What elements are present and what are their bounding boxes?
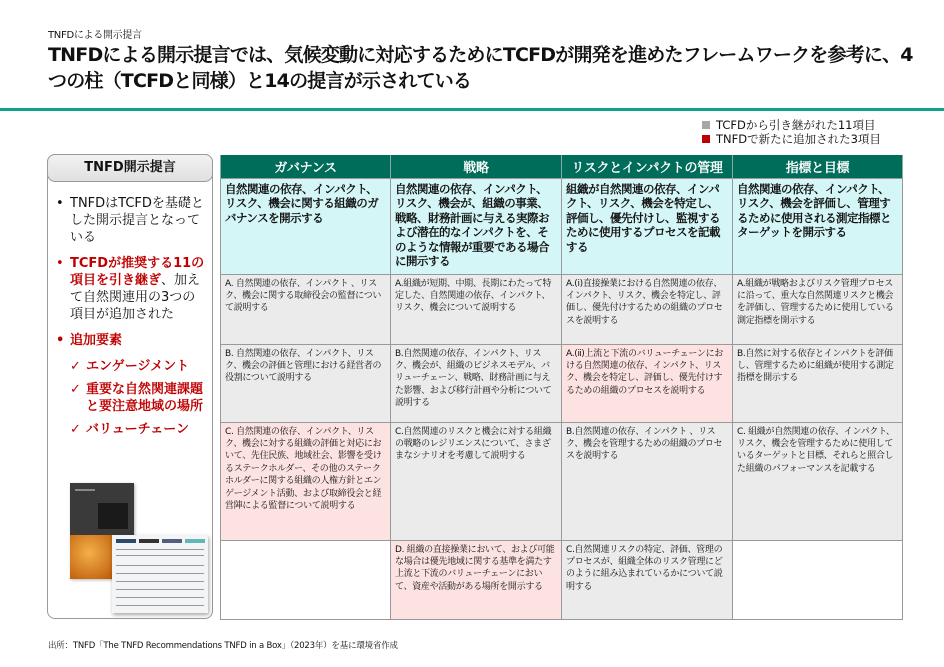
sidebar-panel xyxy=(47,154,213,619)
legend-label: TCFDから引き継がれた11項目 xyxy=(716,118,876,132)
table-row xyxy=(221,422,903,540)
recommendation-cell: A. 自然関連の依存、インパクト 、リスク、機会に関する取締役会の監督について説明する xyxy=(221,274,391,344)
checkmark-icon: ✓ xyxy=(70,422,81,437)
empty-cell xyxy=(733,540,903,619)
checkmark-icon: ✓ xyxy=(70,382,81,397)
recommendation-cell: C.自然関連のリスクと機会に対する組織の戦略のレジリエンスについて、さまざまなシナリオを考慮して説明する xyxy=(391,422,562,540)
check-label: エンゲージメント xyxy=(86,359,190,374)
recommendation-cell: A.組織が短期、中期、長期にわたって特定した、自然関連の依存、インパクト、リスク、機会について説明する xyxy=(391,274,562,344)
recommendation-cell-new: A.(ⅱ)上流と下流のバリューチェーンにおける自然関連の依存、インパクト、リスク、機会を特定し、評価し、優先付けするための組織のプロセスを説明する xyxy=(562,344,733,422)
bullet-inherited-items xyxy=(56,255,208,323)
pillar-summary: 自然関連の依存、インパクト、リスク、機会に関する組織のガバナンスを開示する xyxy=(221,178,391,274)
recommendation-cell: C.自然関連リスクの特定、評価、管理のプロセスが、組織全体のリスク管理にどのように組み込まれているかについて説明する xyxy=(562,540,733,619)
bullet-additional-elements: • 追加要素 xyxy=(56,332,208,349)
checkmark-icon: ✓ xyxy=(70,359,81,374)
recommendation-cell: B.自然関連の依存、インパクト、リスク、機会が、組織のビジネスモデル、バリューチェーン、戦略、財務計画に与えた影響、および移行計画や分析について説明する xyxy=(391,344,562,422)
recommendation-cell-new: C. 自然関連の依存、インパクト、リスク、機会に対する組織の評価と対応において、先住民族、地域社会、影響を受けるステークホルダー、その他のステークホルダーに関する組織の人権方針とエンゲージメント活動、および取締役会と経営陣による監督について説明する xyxy=(221,422,391,540)
title-divider xyxy=(0,108,944,111)
sidebar-body xyxy=(56,195,208,444)
bullet-emphasis: TCFDが推奨する11の項目を引き継ぎ xyxy=(70,256,205,288)
legend xyxy=(702,118,881,146)
recommendation-cell: A.(ⅰ)直接操業における自然関連の依存、インパクト、リスク、機会を特定し、評価し、優先付けするための組織のプロセスを説明する xyxy=(562,274,733,344)
pillar-header-metrics-targets: 指標と目標 xyxy=(733,155,903,178)
red-square-icon xyxy=(702,135,710,143)
breadcrumb: TNFDによる開示提言 xyxy=(48,30,142,41)
sidebar-title: TNFD開示提言 xyxy=(47,154,213,182)
booklet-sheet xyxy=(112,535,208,613)
tnfd-booklet-image xyxy=(70,483,210,615)
table-row xyxy=(221,540,903,619)
pillar-header-strategy: 戦略 xyxy=(391,155,562,178)
check-label: 重要な自然関連課題と要注意地域の場所 xyxy=(86,382,204,414)
empty-cell xyxy=(221,540,391,619)
pillar-summary: 自然関連の依存、インパクト、リスク、機会を評価し、管理するために使用される測定指標とターゲットを開示する xyxy=(733,178,903,274)
table-row xyxy=(221,344,903,422)
gray-square-icon xyxy=(702,121,710,129)
bullet-rest: 、加えて自然関連用の3つの項目が追加された xyxy=(70,273,201,322)
recommendation-cell-new: D. 組織の直接操業において、および可能な場合は優先地域に関する基準を満たす上流と下流のバリューチェーンにおいて、資産や活動がある場所を開示する xyxy=(391,540,562,619)
summary-row xyxy=(221,178,903,274)
check-label: バリューチェーン xyxy=(86,422,189,437)
recommendation-cell: B. 自然関連の依存、インパクト、リスク、機会の評価と管理における経営者の役割について説明する xyxy=(221,344,391,422)
page-title: TNFDによる開示提言では、気候変動に対応するためにTCFDが開発を進めたフレームワークを参考に、4つの柱（TCFDと同様）と14の提言が示されている xyxy=(48,44,913,92)
source-note: 出所：TNFD「The TNFD Recommendations TNFD in a Box」（2023年）を基に環境省作成 xyxy=(48,641,398,651)
legend-label: TNFDで新たに追加された3項目 xyxy=(716,132,881,146)
legend-item-inherited xyxy=(702,118,881,132)
pillar-header-row xyxy=(221,155,903,178)
legend-item-new xyxy=(702,132,881,146)
check-item-locations xyxy=(56,381,208,415)
pillar-summary: 自然関連の依存、インパクト、リスク、機会が、組織の事業、戦略、財務計画に与える実際および潜在的なインパクトを、そのような情報が重要である場合に開示する xyxy=(391,178,562,274)
pillar-summary: 組織が自然関連の依存、インパクト、リスク、機会を特定し、評価し、優先付けし、監視するために使用するプロセスを記載する xyxy=(562,178,733,274)
pillar-header-risk-impact: リスクとインパクトの管理 xyxy=(562,155,733,178)
table-row xyxy=(221,274,903,344)
recommendations-table xyxy=(220,155,903,620)
recommendation-cell: B.自然に対する依存とインパクトを評価し、管理するために組織が使用する測定指標を開示する xyxy=(733,344,903,422)
recommendation-cell: A.組織が戦略およびリスク管理プロセスに沿って、重大な自然関連リスクと機会を評価し、管理するために使用している測定指標を開示する xyxy=(733,274,903,344)
recommendation-cell: C. 組織が自然関連の依存、インパクト、リスク、機会を管理するために使用しているターゲットと目標、それらと照合した組織のパフォーマンスを記載する xyxy=(733,422,903,540)
bullet-tcfd-basis: • TNFDはTCFDを基礎とした開示提言となっている xyxy=(56,195,208,246)
recommendation-cell: B.自然関連の依存、インパクト 、リスク、機会を管理するための組織のプロセスを説明する xyxy=(562,422,733,540)
pillar-header-governance: ガバナンス xyxy=(221,155,391,178)
check-item-engagement xyxy=(56,358,208,375)
check-item-value-chain xyxy=(56,421,208,438)
